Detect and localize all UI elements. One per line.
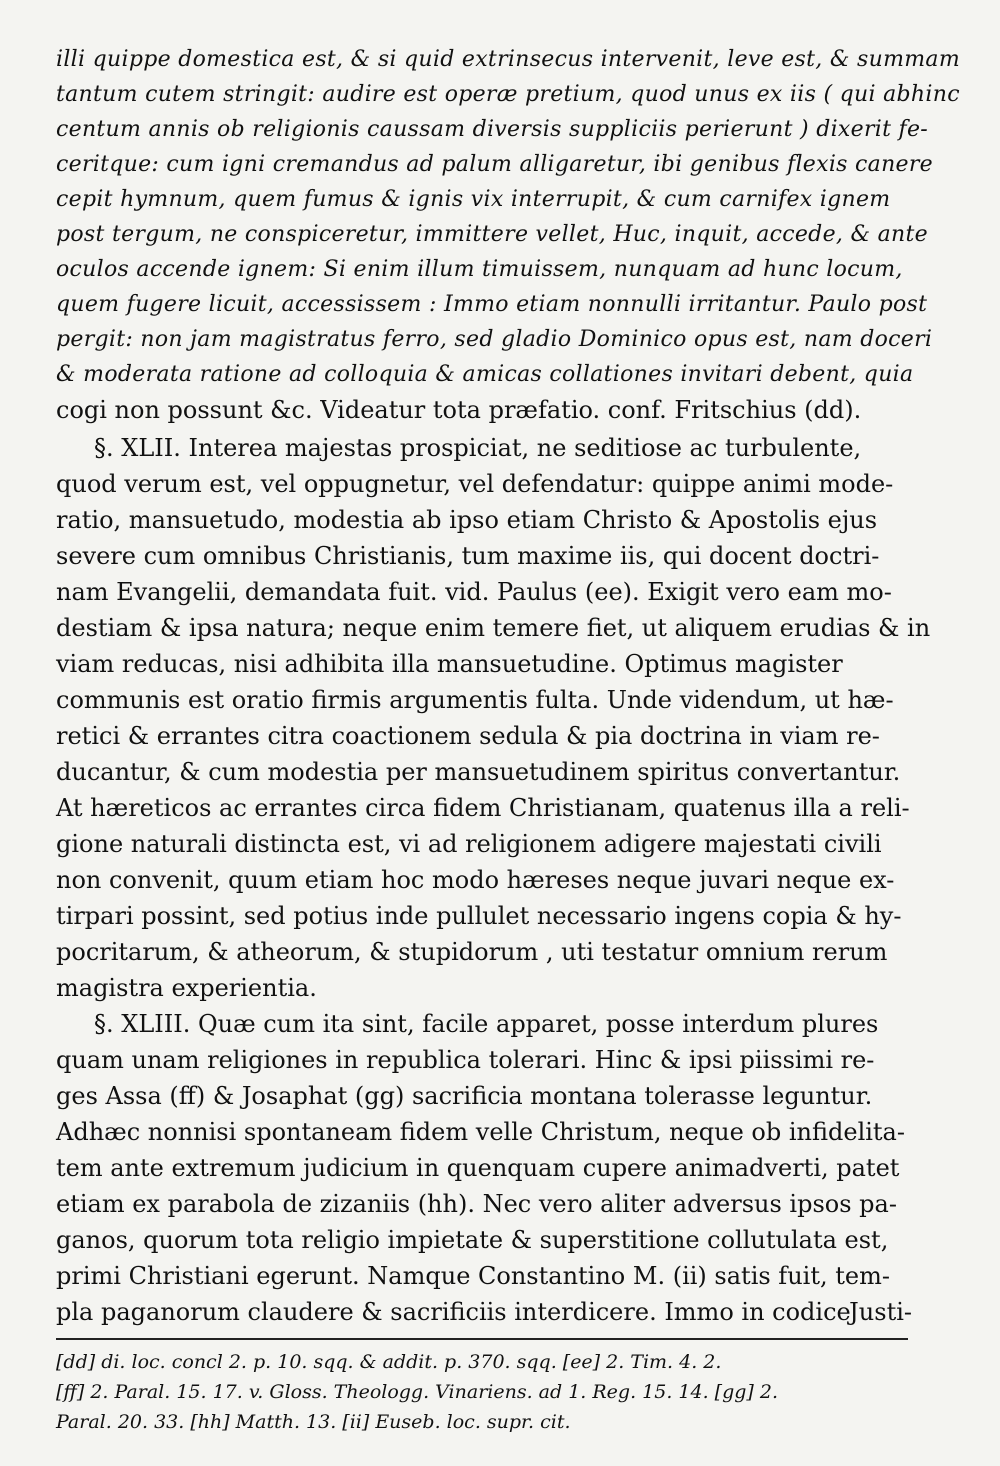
text-line: quem fugere licuit, accessissem : Immo etiam nonnulli irritantur. Paulo post (56, 292, 928, 317)
footnote-line: [dd] di. loc. concl 2. p. 10. sqq. & addit. p. 370. sqq. [ee] 2. Tim. 4. 2. (56, 1351, 722, 1373)
text-line: magistra experientia. (56, 974, 317, 1002)
footnote-line: [ff] 2. Paral. 15. 17. v. Gloss. Theologg. Vinariens. ad 1. Reg. 15. 14. [gg] 2. (56, 1381, 778, 1403)
text-line: ratio, mansuetudo, modestia ab ipso etiam Christo & Apostolis ejus (56, 506, 878, 534)
text-line: quod verum est, vel oppugnetur, vel defendatur: quippe animi mode- (56, 470, 894, 498)
text-line: Adhæc nonnisi spontaneam fidem velle Christum, neque ob infidelita- (56, 1118, 905, 1146)
text-line: & moderata ratione ad colloquia & amicas collationes invitari debent, quia (56, 362, 914, 387)
text-line: ducantur, & cum modestia per mansuetudinem spiritus convertantur. (56, 758, 901, 786)
text-line: centum annis ob religionis caussam diversis suppliciis perierunt ) dixerit fe- (56, 117, 929, 142)
text-line: viam reducas, nisi adhibita illa mansuetudine. Optimus magister (56, 650, 843, 678)
text-line: tem ante extremum judicium in quenquam cupere animadverti, patet (56, 1154, 900, 1182)
text-line: nam Evangelii, demandata fuit. vid. Paulus (ee). Exigit vero eam mo- (56, 578, 892, 606)
text-line: tirpari possint, sed potius inde pullulet necessario ingens copia & hy- (56, 902, 902, 930)
text-line: primi Christiani egerunt. Namque Constantino M. (ii) satis fuit, tem- (56, 1262, 890, 1290)
text-line: illi quippe domestica est, & si quid extrinsecus intervenit, leve est, & summam (56, 47, 961, 72)
text-line: cepit hymnum, quem fumus & ignis vix interrupit, & cum carnifex ignem (56, 187, 891, 212)
text-line: pocritarum, & atheorum, & stupidorum , uti testatur omnium rerum (56, 938, 888, 966)
section-heading-xlii: §. XLII. Interea majestas prospiciat, ne seditiose ac turbulente, (94, 434, 862, 462)
text-line: pla paganorum claudere & sacrificiis interdicere. Immo in codice (56, 1298, 851, 1326)
text-line: At hæreticos ac errantes circa fidem Christianam, quatenus illa a reli- (56, 794, 910, 822)
text-line: destiam & ipsa natura; neque enim temere fiet, ut aliquem erudias & in (56, 614, 931, 642)
text-line: non convenit, quum etiam hoc modo hæreses neque juvari neque ex- (56, 866, 895, 894)
text-line: oculos accende ignem: Si enim illum timuissem, nunquam ad hunc locum, (56, 257, 903, 282)
text-line: communis est oratio firmis argumentis fulta. Unde videndum, ut hæ- (56, 686, 894, 714)
text-line: ges Assa (ff) & Josaphat (gg) sacrificia montana tolerasse leguntur. (56, 1082, 873, 1110)
text-line: retici & errantes citra coactionem sedula & pia doctrina in viam re- (56, 722, 880, 750)
footnote-line: Paral. 20. 33. [hh] Matth. 13. [ii] Euseb. loc. supr. cit. (56, 1411, 571, 1433)
text-line: ceritque: cum igni cremandus ad palum alligaretur, ibi genibus flexis canere (56, 152, 933, 177)
text-line: quam unam religiones in republica tolerari. Hinc & ipsi piissimi re- (56, 1046, 875, 1074)
section-heading-xliii: §. XLIII. Quæ cum ita sint, facile apparet, posse interdum plures (94, 1010, 879, 1038)
text-line: cogi non possunt &c. Videatur tota præfatio. conf. Fritschius (dd). (56, 396, 862, 424)
text-line: ganos, quorum tota religio impietate & superstitione collutulata est, (56, 1226, 889, 1254)
text-line: etiam ex parabola de zizaniis (hh). Nec vero aliter adversus ipsos pa- (56, 1190, 897, 1218)
text-line: tantum cutem stringit: audire est operæ pretium, quod unus ex iis ( qui abhinc (56, 82, 960, 107)
text-line: pergit: non jam magistratus ferro, sed gladio Dominico opus est, nam doceri (56, 327, 933, 352)
catchword: Justi- (849, 1298, 912, 1326)
text-line: gione naturali distincta est, vi ad religionem adigere majestati civili (56, 830, 882, 858)
footnote-rule (56, 1338, 908, 1340)
text-line: post tergum, ne conspiceretur, immittere vellet, Huc, inquit, accede, & ante (56, 222, 928, 247)
text-line: severe cum omnibus Christianis, tum maxime iis, qui docent doctri- (56, 542, 880, 570)
